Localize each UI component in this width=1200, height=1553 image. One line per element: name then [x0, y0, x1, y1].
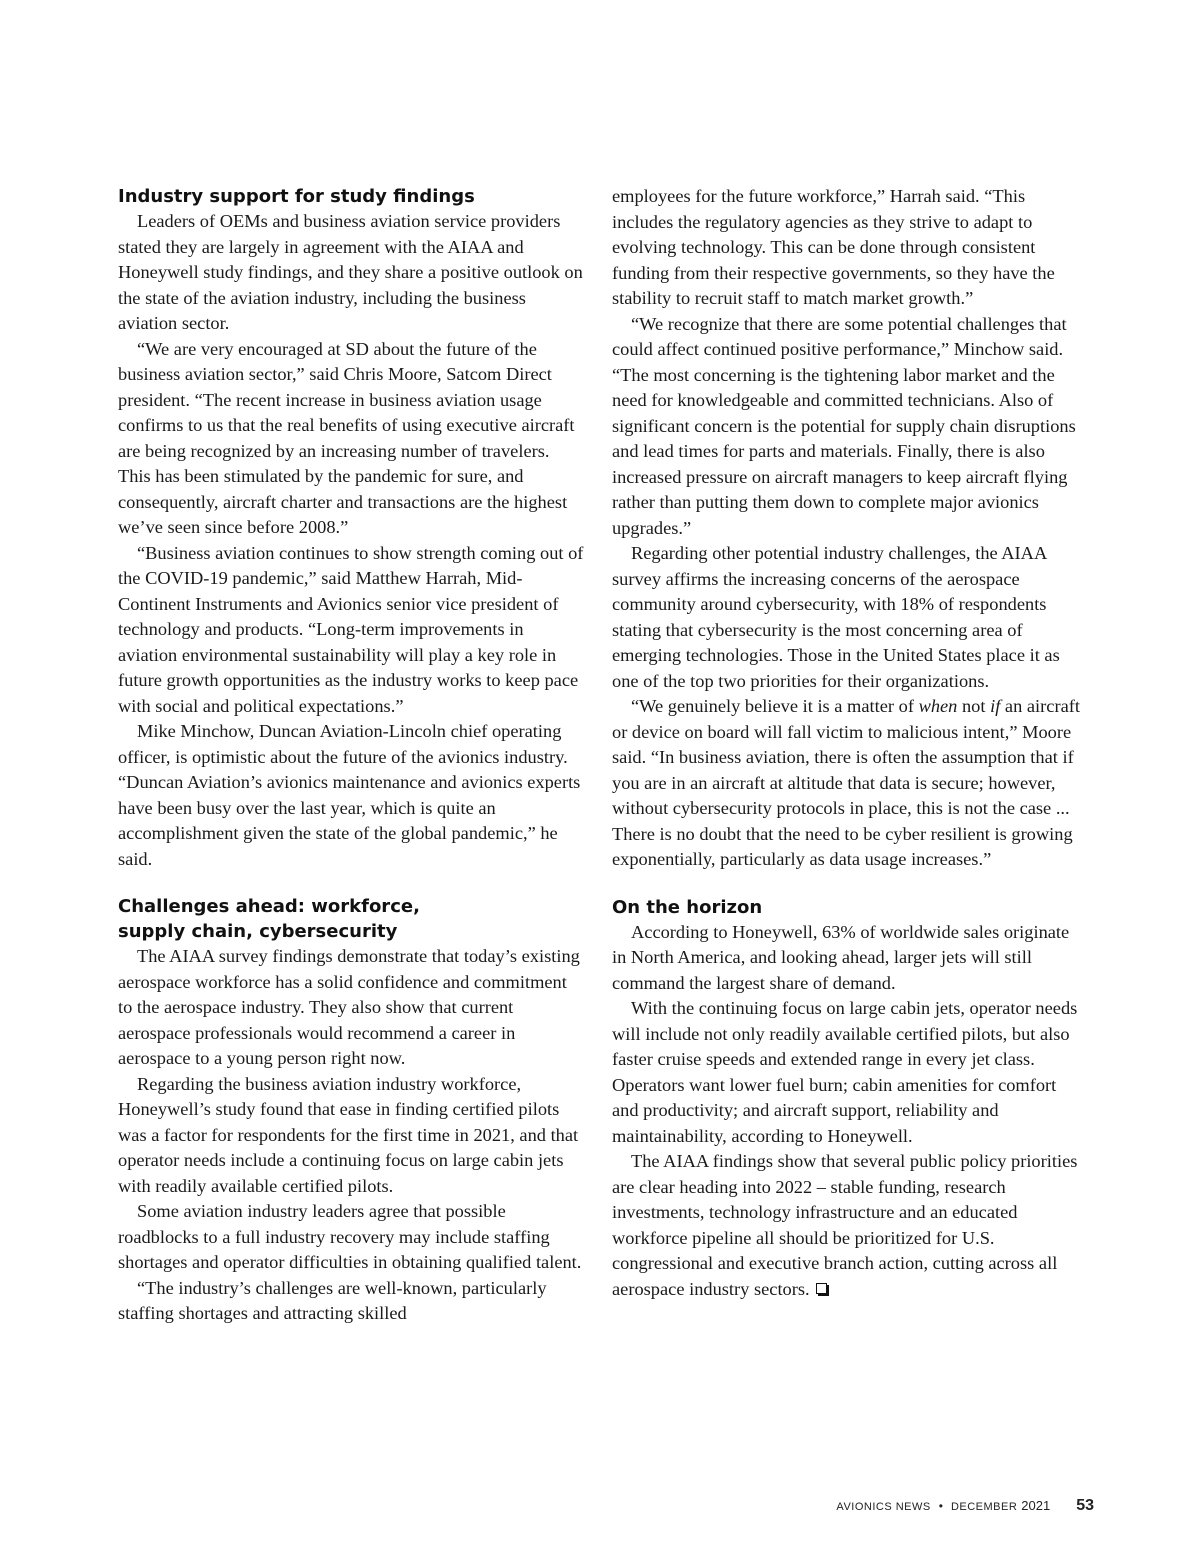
section-heading: On the horizon	[612, 896, 763, 918]
issue-month: DECEMBER	[950, 1501, 1018, 1513]
paragraph: “The industry’s challenges are well-known, particularly staffing shortages and attracting skilled	[118, 1277, 547, 1323]
paragraph: According to Honeywell, 63% of worldwide sales originate in North America, and looking ahead, larger jets will still command the largest share of demand.	[612, 921, 1070, 993]
publication-name: AVIONICS NEWS	[836, 1501, 931, 1513]
text-run: “We genuinely believe it is a matter of	[631, 696, 919, 716]
bullet-separator: •	[938, 1499, 943, 1513]
emphasis: when	[918, 696, 958, 716]
paragraph: Regarding the business aviation industry workforce, Honeywell’s study found that ease in finding certified pilots was a factor for respondents for the first time in 2021, and that operator needs include a continuing focus on large cabin jets with readily available certified pilots.	[118, 1073, 579, 1196]
left-column	[118, 184, 584, 1327]
text-run: an aircraft or device on board will fall victim to malicious intent,” Moore said. “In business aviation, there is often the assumption that if you are in an aircraft at altitude that data is secure; however, without cybersecurity protocols in place, this is not the case ... There is no doubt that the need to be cyber resilient is growing exponentially, particularly as data usage increases.”	[612, 696, 1080, 869]
paragraph: Mike Minchow, Duncan Aviation-Lincoln chief operating officer, is optimistic about the future of the avionics industry. “Duncan Aviation’s avionics maintenance and avionics experts have been busy over the last year, which is quite an accomplishment given the state of the global pandemic,” he said.	[118, 721, 581, 869]
paragraph: “Business aviation continues to show strength coming out of the COVID-19 pandemic,” said Matthew Harrah, Mid-Continent Instruments and Avionics senior vice president of technology and products. “Long-term improvements in aviation environmental sustainability will play a key role in future growth opportunities as the industry works to keep pace with social and political expectations.”	[118, 542, 584, 716]
text-run: not	[957, 696, 991, 716]
heading-line: supply chain, cybersecurity	[118, 921, 398, 942]
heading-line: Challenges ahead: workforce,	[118, 896, 420, 917]
paragraph: “We are very encouraged at SD about the future of the business aviation sector,” said Chris Moore, Satcom Direct president. “The recent increase in business aviation usage confirms to us that the real benefits of using executive aircraft are being recognized by an increasing number of travelers. This has been stimulated by the pandemic for sure, and consequently, aircraft charter and transactions are the highest we’ve seen since before 2008.”	[118, 338, 575, 537]
text-run: The AIAA findings show that several public policy priorities are clear heading into 2022 – stable funding, research investments, technology infrastructure and an educated workforce pipeline all should be prioritized for U.S. congressional and executive branch action, cutting across all aerospace industry sectors.	[612, 1151, 1078, 1299]
emphasis: if	[990, 696, 1001, 716]
paragraph: The AIAA survey findings demonstrate that today’s existing aerospace workforce has a solid confidence and commitment to the aerospace industry. They also show that current aerospace professionals would recommend a career in aerospace to a young person right now.	[118, 946, 580, 1068]
section-heading: Industry support for study findings	[118, 186, 475, 207]
paragraph: “We recognize that there are some potential challenges that could affect continued positive performance,” Minchow said. “The most concerning is the tightening labor market and the need for knowledgeable and committed technicians. Also of significant concern is the potential for supply chain disruptions and lead times for parts and materials. Finally, there is also increased pressure on aircraft managers to keep aircraft flying rather than putting them down to complete major avionics upgrades.”	[612, 313, 1076, 538]
paragraph: Some aviation industry leaders agree that possible roadblocks to a full industry recovery may include staffing shortages and operator difficulties in obtaining qualified talent.	[118, 1201, 582, 1272]
end-mark-icon	[816, 1283, 827, 1294]
paragraph	[612, 1149, 1080, 1302]
paragraph: With the continuing focus on large cabin jets, operator needs will include not only readily available certified pilots, but also faster cruise speeds and extended range in every jet class. Operators want lower fuel burn; cabin amenities for comfort and productivity; and aircraft support, reliability and maintainability, according to Honeywell.	[612, 998, 1078, 1146]
page-footer	[836, 1497, 1094, 1515]
right-column	[612, 184, 1080, 1302]
section-heading	[118, 894, 584, 944]
paragraph: Leaders of OEMs and business aviation service providers stated they are largely in agreement with the AIAA and Honeywell study findings, and they share a positive outlook on the state of the aviation industry, including the business aviation sector.	[118, 211, 583, 333]
issue-year: 2021	[1021, 1498, 1051, 1513]
page-number: 53	[1076, 1497, 1094, 1514]
paragraph	[612, 694, 1080, 873]
paragraph: employees for the future workforce,” Harrah said. “This includes the regulatory agencies as they strive to adapt to evolving technology. This can be done through consistent funding from their respective governments, so they have the stability to recruit staff to match market growth.”	[612, 186, 1055, 308]
paragraph: Regarding other potential industry challenges, the AIAA survey affirms the increasing concerns of the aerospace community around cybersecurity, with 18% of respondents stating that cybersecurity is the most concerning area of emerging technologies. Those in the United States place it as one of the top two priorities for their organizations.	[612, 543, 1060, 691]
